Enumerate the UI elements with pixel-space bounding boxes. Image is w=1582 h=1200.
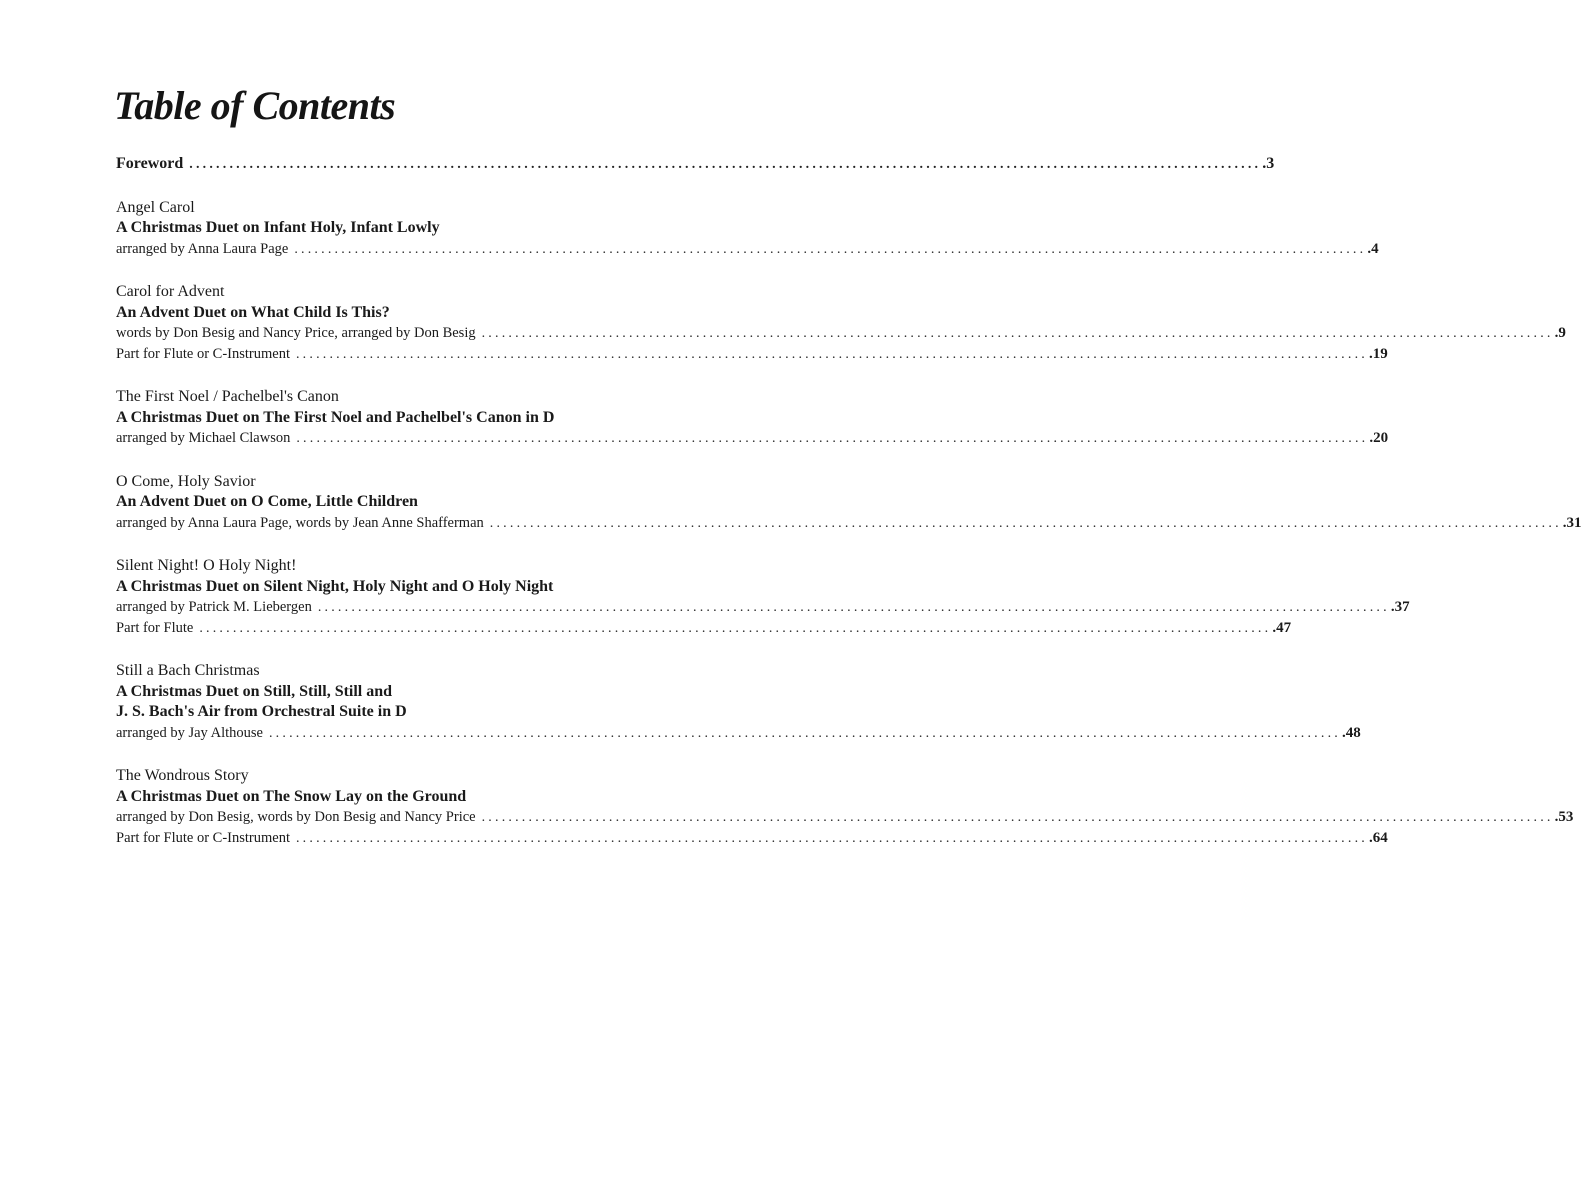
dot-leader: ................................................................................................................................................................	[296, 431, 1369, 446]
entry-page-number: .47	[1272, 619, 1292, 636]
toc-entry[interactable]	[116, 513, 1582, 534]
toc-section	[116, 556, 1410, 638]
section-subtitle: A Christmas Duet on Infant Holy, Infant Lowly	[116, 219, 440, 236]
dot-leader: ................................................................................................................................................................	[317, 600, 1390, 615]
toc-entry[interactable]	[116, 828, 1388, 849]
toc-section	[116, 282, 1566, 364]
entry-label: Part for Flute or C-Instrument	[116, 345, 290, 362]
dot-leader: ................................................................................................................................................................	[199, 620, 1272, 636]
entry-page-number: .48	[1341, 724, 1361, 741]
entry-page-number: .20	[1369, 430, 1389, 446]
entry-label: arranged by Anna Laura Page	[116, 240, 289, 257]
entry-label: arranged by Patrick M. Liebergen	[116, 599, 312, 615]
dot-leader: ................................................................................................................................................................	[295, 346, 1368, 362]
toc-entry[interactable]	[116, 597, 1410, 618]
section-title[interactable]: The First Noel / Pachelbel's Canon	[116, 388, 339, 405]
dot-leader: ................................................................................................................................................................	[268, 725, 1341, 741]
toc-entry[interactable]	[116, 428, 1389, 449]
toc-section	[116, 387, 1389, 449]
section-subtitle: A Christmas Duet on Silent Night, Holy Night and O Holy Night	[116, 577, 554, 595]
entry-label: arranged by Anna Laura Page, words by Jean Anne Shafferman	[116, 514, 484, 531]
dot-leader: ................................................................................................................................................................	[481, 326, 1554, 341]
section-title[interactable]: O Come, Holy Savior	[116, 472, 256, 490]
section-title[interactable]: Carol for Advent	[116, 283, 225, 300]
toc-entry[interactable]	[116, 344, 1388, 365]
section-title[interactable]: Angel Carol	[116, 198, 195, 216]
entry-page-number: .9	[1554, 325, 1566, 341]
section-title[interactable]: The Wondrous Story	[116, 767, 249, 784]
section-subtitle: A Christmas Duet on The First Noel and Pachelbel's Canon in D	[116, 408, 555, 426]
entry-label: Foreword	[116, 155, 184, 172]
table-of-contents	[116, 154, 1582, 848]
section-subtitle: An Advent Duet on What Child Is This?	[116, 303, 390, 321]
entry-label: Part for Flute or C-Instrument	[116, 829, 290, 846]
dot-leader: ................................................................................................................................................................	[489, 515, 1562, 531]
toc-section	[116, 472, 1582, 534]
entry-page-number: .19	[1368, 345, 1388, 362]
toc-sections	[116, 198, 1582, 849]
dot-leader: ................................................................................................................................................................	[481, 810, 1554, 825]
section-title[interactable]: Silent Night! O Holy Night!	[116, 557, 297, 574]
toc-entry[interactable]	[116, 323, 1566, 344]
toc-section	[116, 766, 1574, 848]
entry-page-number: .64	[1368, 829, 1388, 846]
section-subtitle: J. S. Bach's Air from Orchestral Suite in D	[116, 703, 407, 720]
entry-label: arranged by Don Besig, words by Don Besig and Nancy Price	[116, 809, 476, 825]
dot-leader: ................................................................................................................................................................	[295, 830, 1368, 846]
section-title[interactable]: Still a Bach Christmas	[116, 662, 260, 679]
toc-section	[116, 198, 1379, 260]
section-subtitle: A Christmas Duet on Still, Still, Still and	[116, 682, 393, 700]
entry-label: arranged by Jay Althouse	[116, 724, 263, 741]
page-title: Table of Contents	[114, 83, 396, 128]
toc-entry[interactable]	[116, 239, 1379, 260]
section-subtitle: A Christmas Duet on The Snow Lay on the Ground	[116, 787, 467, 805]
entry-page-number: .4	[1367, 240, 1379, 257]
entry-label: words by Don Besig and Nancy Price, arranged by Don Besig	[116, 325, 476, 341]
dot-leader: ................................................................................................................................................................	[189, 157, 1262, 172]
entry-page-number: .31	[1562, 514, 1582, 531]
toc-entry[interactable]	[116, 618, 1292, 639]
toc-entry-foreword[interactable]	[116, 154, 1275, 175]
toc-entry[interactable]	[116, 807, 1574, 828]
dot-leader: ................................................................................................................................................................	[294, 241, 1367, 257]
entry-page-number: .53	[1554, 809, 1574, 825]
toc-entry[interactable]	[116, 723, 1361, 744]
section-subtitle: An Advent Duet on O Come, Little Children	[116, 493, 418, 510]
toc-section	[116, 661, 1361, 743]
entry-label: Part for Flute	[116, 619, 194, 636]
entry-page-number: .37	[1390, 599, 1410, 615]
entry-label: arranged by Michael Clawson	[116, 430, 291, 446]
entry-page-number: .3	[1262, 155, 1275, 172]
